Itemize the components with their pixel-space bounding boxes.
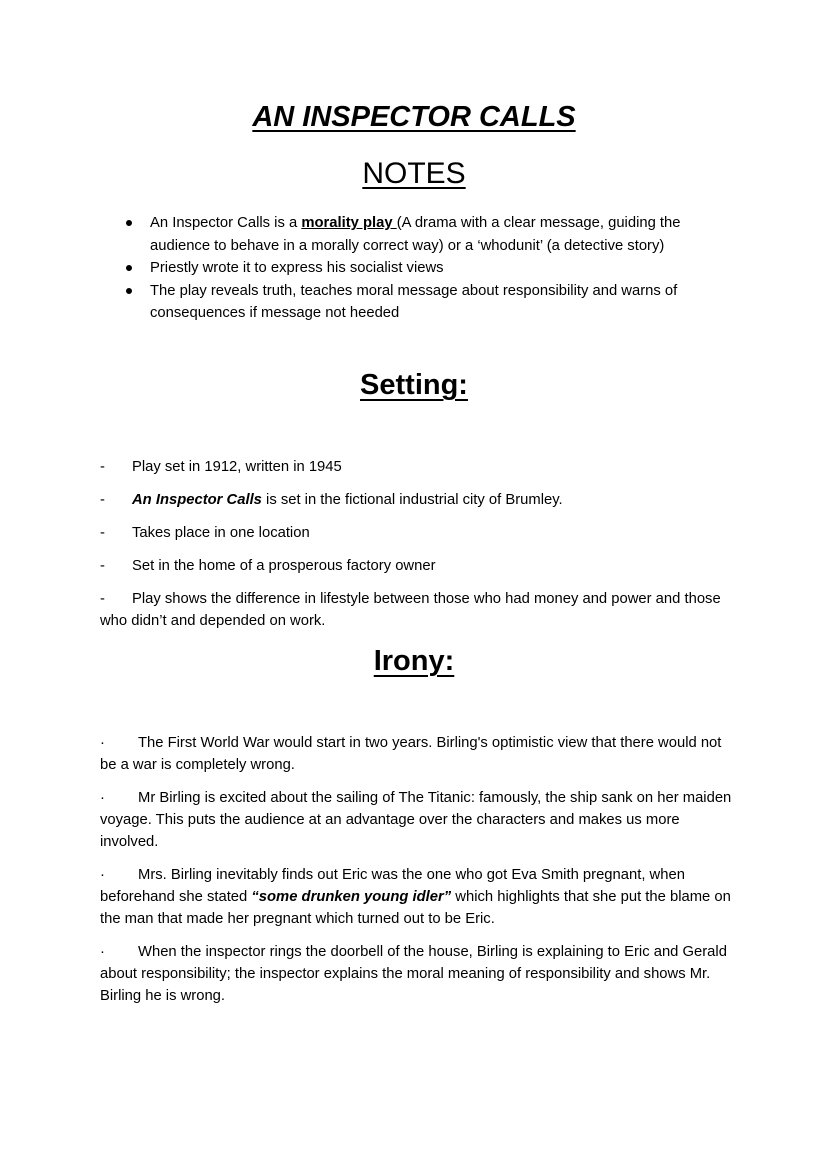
bullet-dot-icon — [126, 265, 132, 271]
morality-play-keyword: morality play — [301, 215, 397, 231]
play-title-emphasis: An Inspector Calls — [132, 492, 262, 508]
notes-bullet-list — [124, 212, 724, 325]
dot-marker: · — [100, 790, 105, 806]
setting-item: - Set in the home of a prosperous factory owner — [100, 555, 740, 577]
setting-list — [100, 456, 740, 643]
dash-marker: - — [100, 459, 105, 475]
dot-marker: · — [100, 735, 105, 751]
setting-item: - Takes place in one location — [100, 522, 740, 544]
dash-marker: - — [100, 591, 105, 607]
setting-item: - An Inspector Calls is set in the fictional industrial city of Brumley. — [100, 489, 740, 511]
irony-item: · Mr Birling is excited about the sailing of The Titanic: famously, the ship sank on her maiden voyage. This puts the audience at an advantage over the characters and makes us more involved. — [100, 787, 740, 853]
notes-heading: NOTES — [362, 157, 466, 190]
notes-bullet-item: An Inspector Calls is a morality play (A drama with a clear message, guiding the audience to behave in a morally correct way) or a ‘whodunit’ (a detective story) — [124, 212, 724, 257]
irony-list — [100, 732, 740, 1018]
dot-marker: · — [100, 944, 105, 960]
irony-item: · When the inspector rings the doorbell of the house, Birling is explaining to Eric and Gerald about responsibility; the inspector explains the moral meaning of responsibility and shows Mr. Birling he is wrong. — [100, 941, 740, 1007]
document-title: AN INSPECTOR CALLS — [252, 101, 576, 133]
irony-item: · Mrs. Birling inevitably finds out Eric was the one who got Eva Smith pregnant, when beforehand she stated “some drunken young idler” which highlights that she put the blame on the man that made her pregnant which turned out to be Eric. — [100, 864, 740, 930]
dash-marker: - — [100, 558, 105, 574]
bullet-dot-icon — [126, 220, 132, 226]
setting-heading: Setting: — [360, 369, 468, 401]
irony-item: · The First World War would start in two years. Birling's optimistic view that there would not be a war is completely wrong. — [100, 732, 740, 776]
irony-heading: Irony: — [373, 645, 455, 677]
notes-bullet-item: The play reveals truth, teaches moral message about responsibility and warns of consequences if message not heeded — [124, 280, 724, 325]
setting-item: - Play shows the difference in lifestyle between those who had money and power and those who didn’t and depended on work. — [100, 588, 740, 632]
dash-marker: - — [100, 492, 105, 508]
dot-marker: · — [100, 867, 105, 883]
bullet-dot-icon — [126, 288, 132, 294]
dash-marker: - — [100, 525, 105, 541]
setting-item: - Play set in 1912, written in 1945 — [100, 456, 740, 478]
notes-bullet-item: Priestly wrote it to express his socialist views — [124, 257, 724, 280]
quote-emphasis: “some drunken young idler” — [251, 889, 452, 905]
